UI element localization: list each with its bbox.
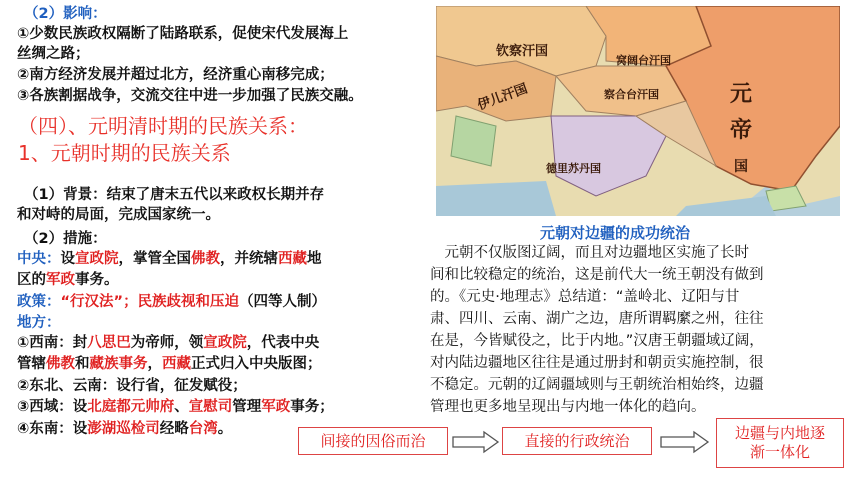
paragraph-line-4: 肃、四川、云南、湖广之边，唐所谓羁縻之州，往往 [430,311,764,327]
highlight: 藏族事务 [89,356,148,372]
text: 事务； [290,399,334,415]
highlight: 西藏 [278,251,307,267]
map-label-chagatai: 察合台汗国 [604,88,659,101]
map-label-ogedei: 窝阔台汗国 [616,54,671,67]
text: ，并统辖 [220,251,278,267]
highlight: ； [123,294,138,310]
policy-line [17,293,326,311]
impact-heading: （2）影响： [24,6,107,22]
yuan-empire-map [436,6,840,216]
text: ， [147,356,162,372]
paragraph-line-7: 不稳定。元朝的辽阔疆域则与王朝统治相始终，边疆 [430,377,764,393]
highlight: 军政 [46,272,75,288]
flow-box-direct: 直接的行政统治 [502,427,652,455]
text: ④东南：设 [17,421,88,437]
text: 事务。 [75,272,119,288]
map-label-golden-horde: 钦察汗国 [496,44,549,59]
highlight: 军政 [261,399,291,415]
map-label-yuan-2: 帝 [729,118,752,143]
paragraph-line-2: 间和比较稳定的统治，这是前代大一统王朝没有做到 [430,267,764,283]
map-label-ilkhanate: 伊儿汗国 [475,81,530,114]
impact-line-2: 丝绸之路； [17,46,90,62]
impact-line-4: ③各族割据战争，交流交往中进一步加强了民族交融。 [17,88,363,104]
text: 为帝师，领 [130,335,204,351]
highlight: 台湾 [188,421,218,437]
text: 经略 [159,421,189,437]
highlight: 佛教 [46,356,75,372]
background-line-2: 和对峙的局面，完成国家统一。 [17,207,220,223]
text: 正式归入中央版图； [191,356,322,372]
text: ，掌管全国 [118,251,191,267]
map-caption: 元朝对边疆的成功统治 [540,224,691,242]
central-line-2 [17,271,119,289]
flow-box-integration-line-2: 渐一体化 [749,443,810,461]
flow-box-integration-line-1: 边疆与内地逐 [734,424,825,442]
paragraph-line-6: 对内陆边疆地区往往是通过册封和朝贡实施控制，很 [430,355,764,371]
map-label-yuan-3: 国 [734,159,748,175]
paragraph-line-1: 元朝不仅版图辽阔，而且对边疆地区实施了长时 [430,245,749,261]
text: 管理 [232,399,262,415]
text: 区的 [17,272,46,288]
highlight: 宣政院 [203,335,247,351]
paragraph-line-5: 在是，今皆赋役之，比于内地。”汉唐王朝疆域辽阔， [430,333,764,349]
southwest-line-2 [17,355,322,373]
flow-box-integration [716,418,844,468]
highlight: 西藏 [162,356,191,372]
background-line-1: （1）背景：结束了唐末五代以来政权长期并存 [24,187,325,203]
northeast-line: ②东北、云南：设行省，征发赋役； [17,378,247,394]
highlight: 民族歧视和压迫 [137,294,240,310]
text: 和 [75,356,90,372]
highlight: 佛教 [191,251,220,267]
paragraph-line-3: 的。《元史·地理志》总结道：“盖岭北、辽阳与甘 [430,289,740,305]
highlight: 宣政院 [75,251,119,267]
highlight: 八思巴 [87,335,131,351]
highlight: 北庭都元帅府 [87,399,175,415]
highlight: 宣慰司 [188,399,233,415]
map-label-delhi: 德里苏丹国 [546,162,601,175]
text: ，代表中央 [246,335,320,351]
text: ①西南：封 [17,335,88,351]
impact-line-1: ①少数民族政权隔断了陆路联系，促使宋代发展海上 [17,26,349,42]
flow-arrow-2 [660,430,710,454]
paragraph-line-8: 管理也更多地呈现出与内地一体化的趋向。 [430,399,706,415]
text: （四等人制） [239,294,327,310]
text: 设 [60,251,75,267]
southwest-line-1 [17,334,319,352]
text: ③西域：设 [17,399,88,415]
text: 、 [174,399,189,415]
central-line-1 [17,250,322,268]
southeast-line [17,420,232,438]
local-heading: 地方： [17,315,61,331]
text: 。 [217,421,233,437]
section-title: （四）、元明清时期的民族关系： [18,114,308,138]
text: 管辖 [17,356,46,372]
map-graphic [436,6,840,216]
highlight: “行汉法” [60,294,124,310]
central-label: 中央： [17,251,61,267]
western-line [17,398,334,416]
map-label-yuan-1: 元 [729,82,752,107]
highlight: 澎湖巡检司 [87,421,160,437]
flow-arrow-1 [452,430,500,454]
subsection-title: 1、元朝时期的民族关系 [18,141,231,165]
flow-box-indirect: 间接的因俗而治 [298,427,448,455]
impact-line-3: ②南方经济发展并超过北方，经济重心南移完成； [17,67,334,83]
text: 地 [307,251,322,267]
measures-heading: （2）措施： [24,231,107,247]
policy-label: 政策： [17,294,61,310]
